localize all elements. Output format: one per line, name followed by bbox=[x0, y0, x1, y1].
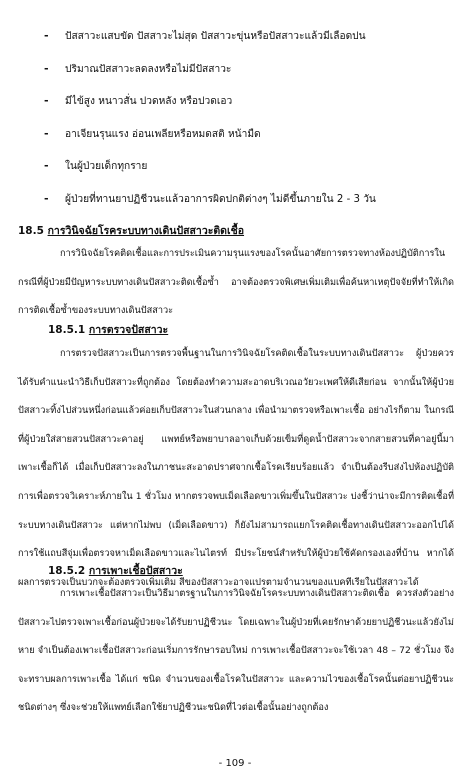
bullet-text: ปริมาณปัสสาวะลดลงหรือไม่มีปัสสาวะ bbox=[65, 63, 232, 75]
bullet-marker: - bbox=[44, 159, 49, 173]
page-number: - 109 - bbox=[218, 758, 252, 769]
bullet-text: อาเจียนรุนแรง อ่อนเพลียหรือหมดสติ หน้ามืด bbox=[65, 128, 261, 140]
bullet-text: ผู้ป่วยที่ทานยาปฏิชีวนะแล้วอาการผิดปกติต่างๆ ไม่ดีขึ้นภายใน 2 - 3 วัน bbox=[65, 193, 376, 205]
urinalysis-paragraph bbox=[18, 340, 454, 597]
section-number: 18.5 bbox=[18, 225, 44, 237]
bullet-item bbox=[0, 26, 470, 59]
bullet-marker: - bbox=[44, 29, 49, 42]
section-intro-paragraph bbox=[18, 240, 454, 326]
section-intro-text: การวินิจฉัยโรคติดเชื้อและการประเมินความรุนแรงของโรคนั้นอาศัยการตรวจทางห้องปฏิบัติการในกรณีที่ผู้ป่วยมีปัญหาระบบทางเดินปัสสาวะติดเชื้อซ้ำ อาจต้องตรวจพิเศษเพิ่มเติมเพื่อค้นหาเหตุปัจจัยที่ทำให้เกิดการติดเชื้อซ้ำของระบบทางเดินปัสสาวะ bbox=[18, 248, 454, 317]
bullet-item bbox=[0, 189, 470, 222]
subsection-number: 18.5.1 bbox=[48, 324, 86, 336]
urine-culture-text: การเพาะเชื้อปัสสาวะเป็นวิธีมาตรฐานในการวินิจฉัยโรคระบบทางเดินปัสสาวะติดเชื้อ ควรส่งตัวอย่างปัสสาวะไปตรวจเพาะเชื้อก่อนผู้ป่วยจะได้รับยาปฏิชีวนะ โดยเฉพาะในผู้ป่วยที่เคยรักษาด้วยยาปฏิชีวนะแล้วยังไม่หาย จำเป็นต้องเพาะเชื้อปัสสาวะก่อนเริ่มการรักษารอบใหม่ การเพาะเชื้อปัสสาวะจะใช้เวลา 48 – 72 ชั่วโมง จึงจะทราบผลการเพาะเชื้อ ได้แก่ ชนิด จำนวนของเชื้อโรคในปัสสาวะ และความไวของเชื้อโรคนั้นต่อยาปฏิชีวนะชนิดต่างๆ ซึ่งจะช่วยให้แพทย์เลือกใช้ยาปฏิชีวนะชนิดที่ไวต่อเชื้อนั้นอย่างถูกต้อง bbox=[18, 588, 454, 714]
urine-culture-paragraph bbox=[18, 580, 454, 723]
bullet-marker: - bbox=[44, 126, 49, 140]
bullet-item bbox=[0, 124, 470, 157]
bullet-text: ในผู้ป่วยเด็กทุกราย bbox=[65, 161, 148, 173]
section-heading bbox=[18, 224, 244, 238]
bullet-marker: - bbox=[44, 94, 49, 108]
section-title: การวินิจฉัยโรคระบบทางเดินปัสสาวะติดเชื้อ bbox=[47, 225, 245, 237]
subsection-heading-urinalysis bbox=[48, 323, 168, 337]
bullet-text: มีไข้สูง หนาวสั่น ปวดหลัง หรือปวดเอว bbox=[65, 96, 233, 108]
bullet-marker: - bbox=[44, 191, 49, 205]
subsection-title: การเพาะเชื้อปัสสาวะ bbox=[88, 565, 183, 577]
urinalysis-text: การตรวจปัสสาวะเป็นการตรวจพื้นฐานในการวินิจฉัยโรคติดเชื้อในระบบทางเดินปัสสาวะ ผู้ป่วยควรได้รับคำแนะนำวิธีเก็บปัสสาวะที่ถูกต้อง โดยต้องทำความสะอาดบริเวณอวัยวะเพศให้ดีเสียก่อน จากนั้นให้ผู้ป่วยปัสสาวะทิ้งไปส่วนหนึ่งก่อนแล้วค่อยเก็บปัสสาวะในส่วนกลาง เพื่อนำมาตรวจหรือเพาะเชื้อ อย่างไรก็ตาม ในกรณีที่ผู้ป่วยใส่สายสวนปัสสาวะคาอยู่ แพทย์หรือพยาบาลอาจเก็บด้วยเข็มที่ดูดน้ำปัสสาวะจากสายสวนที่คาอยู่นี้มาเพาะเชื้อก็ได้ เมื่อเก็บปัสสาวะลงในภาชนะสะอาดปราศจากเชื้อโรคเรียบร้อยแล้ว จำเป็นต้องรีบส่งไปห้องปฏิบัติการเพื่อตรวจวิเคราะห์ภายใน 1 ชั่วโมง หากตรวจพบเม็ดเลือดขาวเพิ่มขึ้นในปัสสาวะ บ่งชี้ว่าน่าจะมีการติดเชื้อที่ระบบทางเดินปัสสาวะ แต่หากไม่พบ (เม็ดเลือดขาว) ก็ยังไม่สามารถแยกโรคติดเชื้อทางเดินปัสสาวะออกไปได้ การใช้แถบสีจุ่มเพื่อตรวจหาเม็ดเลือดขาวและไนไตรท์ มีประโยชน์สำหรับให้ผู้ป่วยใช้คัดกรองเองที่บ้าน หากได้ผลการตรวจเป็นบวกจะต้องตรวจเพิ่มเติม สีของปัสสาวะอาจแปรตามจำนวนของแบคทีเรียในปัสสาวะได้ bbox=[18, 348, 454, 588]
bullet-marker: - bbox=[44, 61, 49, 75]
subsection-number: 18.5.2 bbox=[48, 565, 86, 577]
bullet-text: ปัสสาวะแสบขัด ปัสสาวะไม่สุด ปัสสาวะขุ่นหรือปัสสาวะแล้วมีเลือดปน bbox=[65, 31, 366, 42]
subsection-title: การตรวจปัสสาวะ bbox=[88, 324, 169, 336]
bullet-item bbox=[0, 156, 470, 189]
subsection-heading-urine-culture bbox=[48, 564, 183, 578]
symptom-bullet-list bbox=[0, 26, 470, 222]
bullet-item bbox=[0, 91, 470, 124]
bullet-item bbox=[0, 59, 470, 92]
